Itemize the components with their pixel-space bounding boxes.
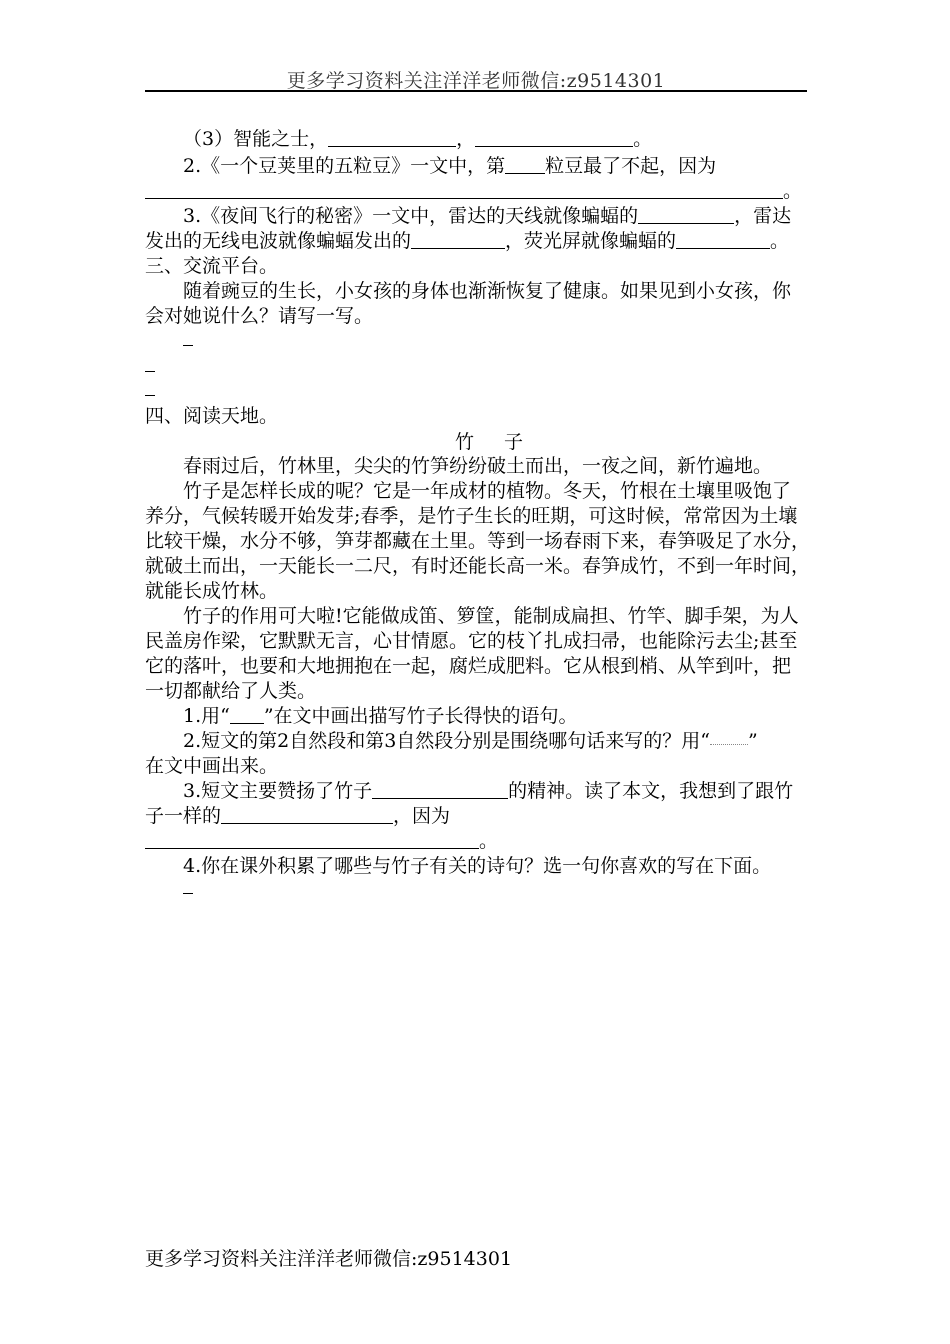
passage-para-2-line: 比较干燥，水分不够，笋芽都藏在土里。等到一场春雨下来，春笋吸足了水分， bbox=[145, 530, 811, 552]
section-3-prompt-line1: 随着豌豆的生长，小女孩的身体也渐渐恢复了健康。如果见到小女孩，你 bbox=[183, 280, 792, 302]
question-3-radar-line2: 发出的无线电波就像蝙蝠发出的 ，荧光屏就像蝙蝠的 。 bbox=[145, 230, 790, 252]
answer-blank[interactable] bbox=[230, 705, 264, 724]
answer-blank[interactable] bbox=[328, 128, 456, 147]
passage-para-3-line: 竹子的作用可大啦!它能做成笛、箩筐，能制成扁担、竹竿、脚手架，为人 bbox=[183, 605, 799, 627]
passage-para-2-line: 就破土而出，一天能长一二尺，有时还能长高一米。春笋成竹，不到一年时间， bbox=[145, 555, 811, 577]
reading-question-3-line2: 子一样的 ，因为 bbox=[145, 805, 451, 827]
question-2-answer-line: 。 bbox=[145, 178, 802, 204]
answer-blank[interactable] bbox=[145, 830, 479, 849]
passage-para-1: 春雨过后，竹林里，尖尖的竹笋纷纷破土而出，一夜之间，新竹遍地。 bbox=[183, 455, 773, 477]
reading-question-1: 1.用“ ”在文中画出描写竹子长得快的语句。 bbox=[183, 705, 578, 727]
passage-para-3-line: 民盖房作梁，它默默无言，心甘情愿。它的枝丫扎成扫帚，也能除污去尘;甚至 bbox=[145, 630, 798, 652]
answer-blank[interactable] bbox=[372, 780, 508, 799]
answer-blank[interactable] bbox=[411, 230, 505, 249]
passage-para-2-line: 就能长成竹林。 bbox=[145, 580, 279, 602]
passage-title: 竹子 bbox=[455, 431, 554, 453]
page-header: 更多学习资料关注洋洋老师微信:z9514301 bbox=[286, 70, 666, 92]
answer-line-mark[interactable] bbox=[145, 395, 155, 396]
section-4-heading: 四、阅读天地。 bbox=[145, 405, 279, 427]
question-3-radar-line1: 3.《夜间飞行的秘密》一文中，雷达的天线就像蝙蝠的 ，雷达 bbox=[183, 205, 792, 227]
reading-question-2: 2.短文的第2自然段和第3自然段分别是围绕哪句话来写的？用“ ” bbox=[183, 730, 758, 752]
answer-blank[interactable] bbox=[221, 805, 393, 824]
answer-line-mark[interactable] bbox=[183, 893, 193, 894]
passage-para-2-line: 竹子是怎样长成的呢？它是一年成材的植物。冬天，竹根在土壤里吸饱了 bbox=[183, 480, 792, 502]
answer-blank[interactable] bbox=[676, 230, 770, 249]
passage-para-3-line: 一切都献给了人类。 bbox=[145, 680, 317, 702]
passage-para-2-line: 养分，气候转暖开始发芽;春季，是竹子生长的旺期，可这时候，常常因为土壤 bbox=[145, 505, 798, 527]
wavy-underline-mark bbox=[710, 728, 748, 745]
answer-blank[interactable] bbox=[505, 155, 545, 174]
reading-question-3-line3: 。 bbox=[145, 828, 498, 854]
question-2-peas: 2.《一个豆荚里的五粒豆》一文中，第 粒豆最了不起，因为 bbox=[183, 155, 717, 177]
page-footer: 更多学习资料关注洋洋老师微信:z9514301 bbox=[145, 1248, 513, 1270]
question-3-smart: （3）智能之士， ， 。 bbox=[183, 128, 653, 150]
reading-question-3: 3.短文主要赞扬了竹子 的精神。读了本文，我想到了跟竹 bbox=[183, 780, 794, 802]
section-3-heading: 三、交流平台。 bbox=[145, 255, 279, 277]
answer-line-mark[interactable] bbox=[183, 345, 193, 346]
passage-para-3-line: 它的落叶，也要和大地拥抱在一起，腐烂成肥料。它从根到梢、从竿到叶，把 bbox=[145, 655, 792, 677]
answer-blank[interactable] bbox=[638, 205, 734, 224]
answer-blank[interactable] bbox=[145, 180, 783, 199]
reading-question-2-line2: 在文中画出来。 bbox=[145, 755, 279, 777]
section-3-prompt-line2: 会对她说什么？请写一写。 bbox=[145, 305, 374, 327]
answer-line-mark[interactable] bbox=[145, 371, 155, 372]
header-rule bbox=[145, 90, 807, 92]
reading-question-4: 4.你在课外积累了哪些与竹子有关的诗句？选一句你喜欢的写在下面。 bbox=[183, 855, 772, 877]
answer-blank[interactable] bbox=[475, 128, 633, 147]
